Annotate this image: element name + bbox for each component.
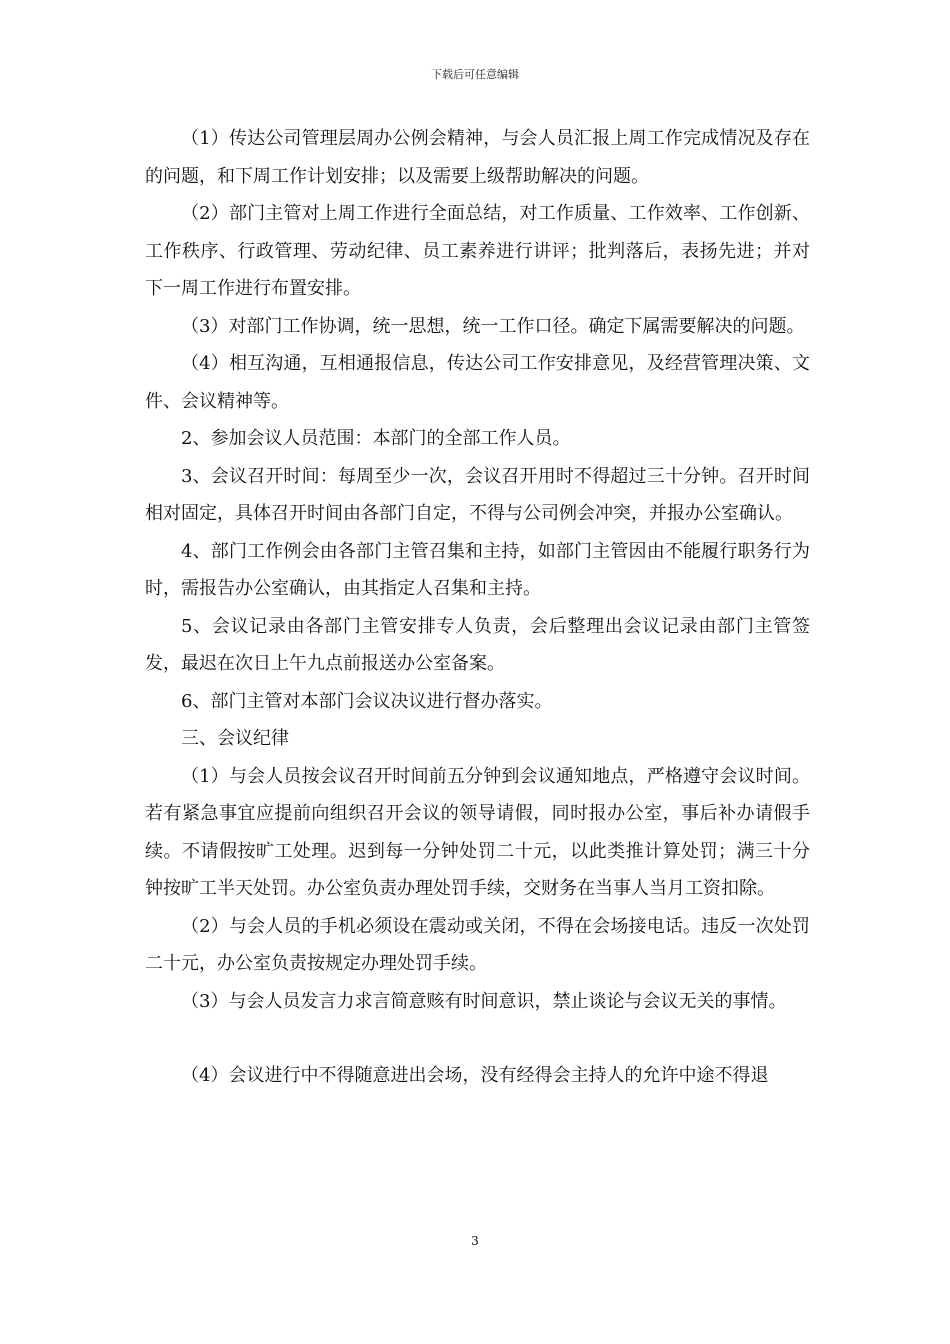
paragraph: （4）相互沟通，互相通报信息，传达公司工作安排意见，及经营管理决策、文件、会议精神等。 [145, 353, 810, 412]
page-number: 3 [471, 1234, 479, 1248]
paragraph: 4、部门工作例会由各部门主管召集和主持，如部门主管因由不能履行职务行为时，需报告办公室确认，由其指定人召集和主持。 [145, 540, 810, 599]
paragraph: （2）与会人员的手机必须设在震动或关闭，不得在会场接电话。违反一次处罚二十元，办公室负责按规定办理处罚手续。 [145, 915, 810, 974]
paragraph: （1）与会人员按会议召开时间前五分钟到会议通知地点，严格遵守会议时间。若有紧急事宜应提前向组织召开会议的领导请假，同时报办公室，事后补办请假手续。不请假按旷工处理。迟到每一分钟处罚二十元，以此类推计算处罚；满三十分钟按旷工半天处罚。办公室负责办理处罚手续，交财务在当事人当月工资扣除。 [145, 765, 810, 899]
paragraph: （3）与会人员发言力求言简意赅有时间意识，禁止谈论与会议无关的事情。 [181, 990, 787, 1012]
paragraph: 6、部门主管对本部门会议决议进行督办落实。 [181, 690, 553, 712]
paragraph: （1）传达公司管理层周办公例会精神，与会人员汇报上周工作完成情况及存在的问题，和下周工作计划安排；以及需要上级帮助解决的问题。 [145, 128, 810, 187]
paragraph: 3、会议召开时间：每周至少一次，会议召开用时不得超过三十分钟。召开时间相对固定，具体召开时间由各部门自定，不得与公司例会冲突，并报办公室确认。 [145, 465, 810, 524]
paragraph: （4）会议进行中不得随意进出会场，没有经得会主持人的允许中途不得退 [181, 1065, 769, 1086]
section-heading: 三、会议纪律 [181, 728, 289, 749]
paragraph: 2、参加会议人员范围：本部门的全部工作人员。 [181, 428, 571, 449]
paragraph: 5、会议记录由各部门主管安排专人负责，会后整理出会议记录由部门主管签发，最迟在次日上午九点前报送办公室备案。 [145, 615, 810, 674]
header-note: 下载后可任意编辑 [431, 68, 519, 81]
paragraph: （3）对部门工作协调，统一思想，统一工作口径。确定下属需要解决的问题。 [181, 315, 805, 337]
document-body [145, 120, 810, 1095]
paragraph: （2）部门主管对上周工作进行全面总结，对工作质量、工作效率、工作创新、工作秩序、行政管理、劳动纪律、员工素养进行讲评；批判落后，表扬先进；并对下一周工作进行布置安排。 [145, 203, 810, 299]
